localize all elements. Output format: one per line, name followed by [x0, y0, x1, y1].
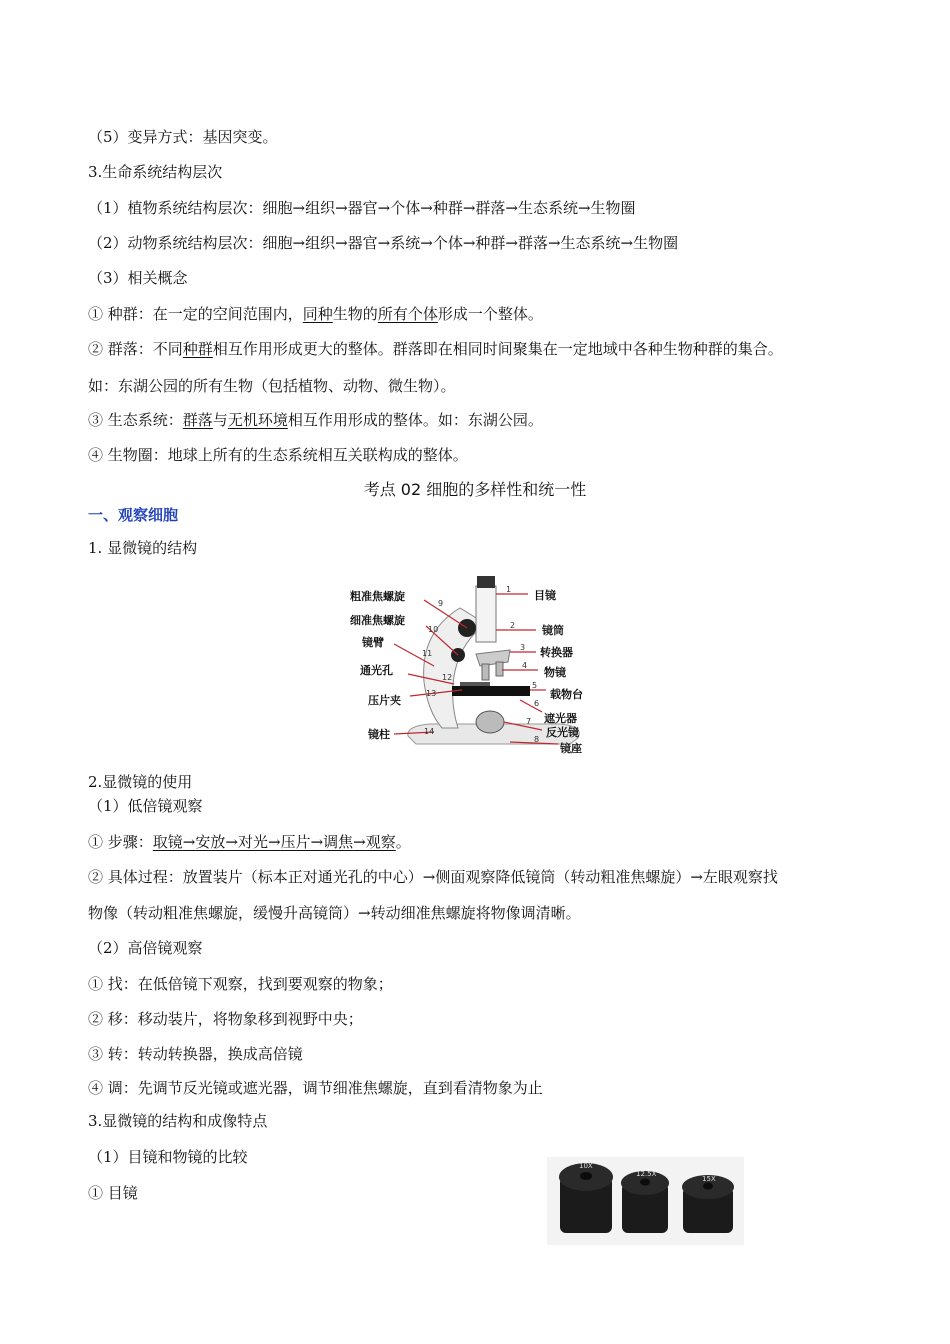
- number-label: 8: [534, 735, 540, 744]
- eyepiece-lens: [640, 1179, 650, 1186]
- number-label: 6: [534, 699, 540, 708]
- heading-high-power: （2）高倍镜观察: [88, 939, 203, 957]
- number-label: 9: [438, 599, 444, 608]
- underlined-term: 所有个体: [377, 305, 438, 323]
- line-ecosystem: [88, 410, 543, 430]
- heading-structure-imaging: 3.显微镜的结构和成像特点: [88, 1112, 268, 1130]
- label-fine-focus: 细准焦螺旋: [350, 614, 405, 627]
- line-process-b: 物像（转动粗准焦螺旋，缓慢升高镜筒）→转动细准焦螺旋将物像调清晰。: [88, 904, 581, 922]
- arrow: →: [225, 833, 238, 851]
- arrow: →: [267, 833, 281, 851]
- text: 生物的: [332, 305, 378, 323]
- number-label: 3: [520, 643, 526, 652]
- stage: [452, 686, 530, 696]
- eyepiece-lens: [703, 1183, 713, 1190]
- period: 。: [395, 833, 411, 851]
- step: 取镜: [152, 833, 183, 851]
- section-title: 考点 02 细胞的多样性和统一性: [363, 480, 587, 499]
- mirror: [476, 711, 504, 733]
- number-label: 5: [532, 681, 538, 690]
- number-label: 2: [510, 621, 516, 630]
- line-eyepiece: ① 目镜: [88, 1184, 138, 1202]
- line-variation: （5）变异方式：基因突变。: [88, 128, 278, 146]
- text: 相互作用形成更大的整体。群落即在相同时间聚集在一定地域中各种生物种群的集合。: [212, 340, 783, 358]
- microscope-tube: [476, 586, 496, 642]
- label-eyepiece: 目镜: [534, 589, 556, 602]
- eyepiece-lens: [580, 1172, 592, 1180]
- number-label: 11: [422, 649, 433, 658]
- eyepiece-top: [477, 576, 495, 588]
- label-aperture: 通光孔: [360, 664, 393, 677]
- line-process-a: ② 具体过程：放置装片（标本正对通光孔的中心）→侧面观察降低镜筒（转动粗准焦螺旋）→左眼观察找: [88, 868, 778, 886]
- number-label: 14: [424, 727, 435, 736]
- heading-life-system: 3.生命系统结构层次: [88, 163, 223, 181]
- stage-clip: [460, 682, 490, 686]
- underlined-term: 同种: [302, 305, 333, 323]
- underlined-term: 无机环境: [227, 411, 288, 429]
- objective-lens: [496, 662, 503, 676]
- text: ③ 生态系统：: [88, 411, 183, 429]
- label-objective: 物镜: [544, 666, 566, 679]
- heading-microscope-usage: 2.显微镜的使用: [88, 773, 193, 791]
- step: 观察: [365, 833, 396, 851]
- nosepiece: [476, 650, 510, 666]
- label-arm: 镜臂: [362, 636, 384, 649]
- number-label: 10: [428, 625, 439, 634]
- steps-sequence: [153, 833, 396, 851]
- step: 压片: [280, 833, 311, 851]
- label-clip: 压片夹: [368, 694, 401, 707]
- heading-low-power: （1）低倍镜观察: [88, 797, 203, 815]
- arrow: →: [353, 833, 366, 851]
- step: 对光: [237, 833, 268, 851]
- text: ② 群落：不同: [88, 340, 183, 358]
- line-population: [88, 304, 543, 324]
- step: 安放: [195, 833, 226, 851]
- underlined-term: 种群: [182, 340, 213, 358]
- line-example-park: 如：东湖公园的所有生物（包括植物、动物、微生物）。: [88, 377, 456, 395]
- heading-observe-cells: 一、观察细胞: [88, 506, 179, 524]
- eyepiece-label: 15X: [702, 1175, 716, 1183]
- line-rotate: ③ 转：转动转换器，换成高倍镜: [88, 1045, 303, 1063]
- line-related-concepts: （3）相关概念: [88, 269, 188, 287]
- line-biosphere: ④ 生物圈：地球上所有的生态系统相互关联构成的整体。: [88, 446, 468, 464]
- number-label: 4: [522, 661, 528, 670]
- line-animal-levels: （2）动物系统结构层次：细胞→组织→器官→系统→个体→种群→群落→生态系统→生物圈: [88, 234, 679, 252]
- number-label: 13: [426, 689, 437, 698]
- text: 相互作用形成的整体。如：东湖公园。: [287, 411, 543, 429]
- text: ① 步骤：: [88, 833, 153, 851]
- label-pillar: 镜柱: [368, 728, 390, 741]
- label-base: 镜座: [560, 742, 582, 755]
- label-nosepiece: 转换器: [540, 646, 573, 659]
- line-move: ② 移：移动装片，将物象移到视野中央；: [88, 1010, 363, 1028]
- label-diaphragm: 遮光器: [544, 712, 577, 725]
- text: ① 种群：在一定的空间范围内，: [88, 305, 303, 323]
- line-find: ① 找：在低倍镜下观察，找到要观察的物象；: [88, 975, 393, 993]
- label-coarse-focus: 粗准焦螺旋: [350, 590, 405, 603]
- eyepieces-photo: [547, 1157, 744, 1245]
- label-stage: 载物台: [550, 688, 583, 701]
- text: 形成一个整体。: [437, 305, 543, 323]
- line-steps: [88, 832, 411, 852]
- arrow: →: [310, 833, 324, 851]
- arrow: →: [182, 833, 196, 851]
- eyepiece-label: 10X: [579, 1162, 593, 1170]
- line-community: [88, 339, 783, 359]
- underlined-term: 群落: [182, 411, 213, 429]
- label-mirror: 反光镜: [546, 726, 579, 739]
- microscope-diagram: [350, 572, 600, 758]
- number-label: 12: [442, 673, 453, 682]
- text: 与: [212, 411, 228, 429]
- heading-lens-compare: （1）目镜和物镜的比较: [88, 1148, 248, 1166]
- eyepiece-label: 12.5X: [636, 1170, 657, 1178]
- label-tube: 镜筒: [542, 624, 564, 637]
- heading-microscope-structure: 1. 显微镜的结构: [88, 539, 198, 557]
- line-adjust: ④ 调：先调节反光镜或遮光器，调节细准焦螺旋，直到看清物象为止: [88, 1079, 543, 1097]
- line-plant-levels: （1）植物系统结构层次：细胞→组织→器官→个体→种群→群落→生态系统→生物圈: [88, 199, 636, 217]
- objective-lens: [482, 664, 489, 680]
- number-label: 1: [506, 585, 512, 594]
- step: 调焦: [323, 833, 354, 851]
- number-label: 7: [526, 717, 532, 726]
